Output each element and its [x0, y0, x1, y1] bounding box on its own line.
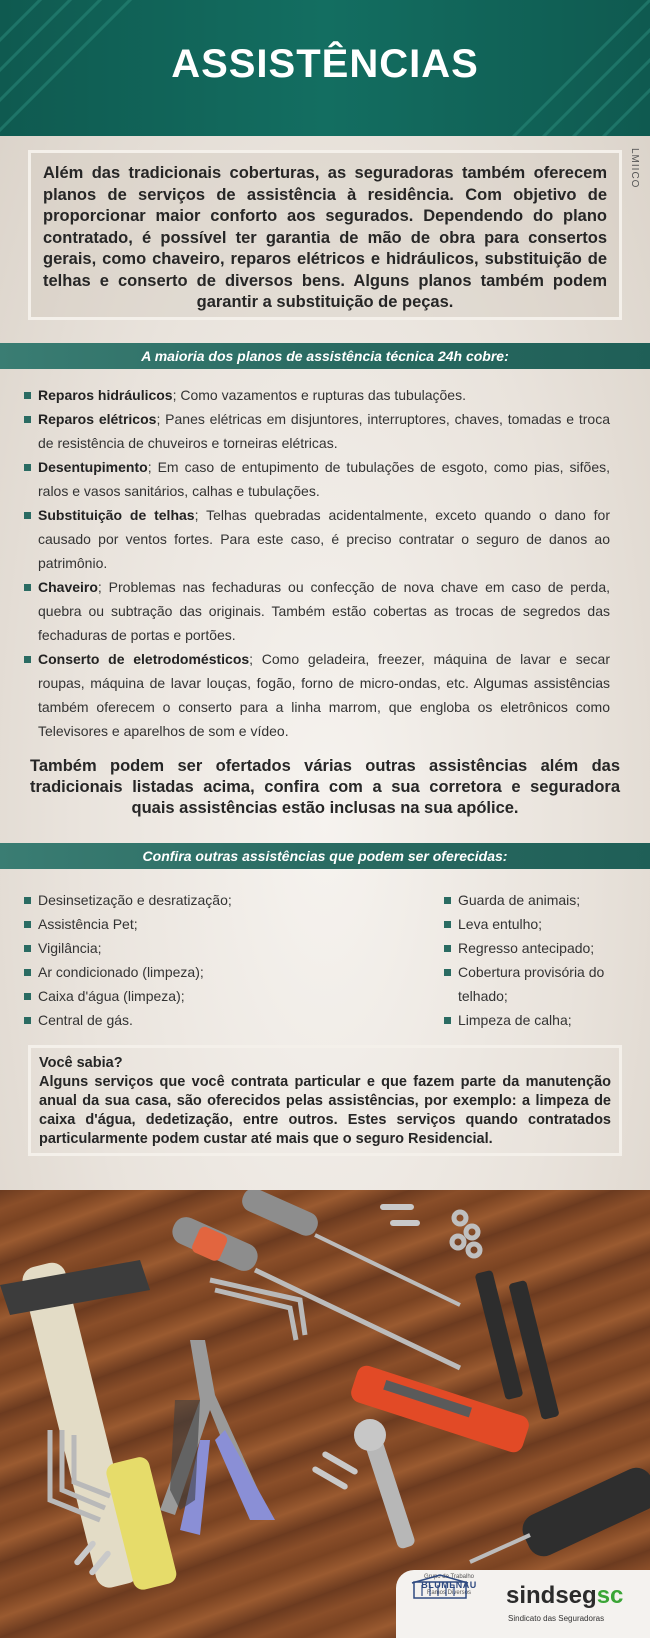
bullet-icon: [24, 464, 31, 471]
item-term: Chaveiro: [38, 579, 98, 595]
blumenau-sub: Ramos Diversos: [426, 1590, 471, 1596]
bullet-icon: [444, 945, 451, 952]
logos-panel: [396, 1570, 650, 1638]
list-item: [444, 888, 624, 912]
list-item: [24, 960, 404, 984]
blumenau-name: BLUMENAU: [421, 1580, 477, 1590]
bullet-icon: [444, 921, 451, 928]
item-term: Reparos elétricos: [38, 411, 157, 427]
item-text: Leva entulho;: [458, 916, 543, 932]
list-item: [24, 503, 610, 575]
item-term: Reparos hidráulicos: [38, 387, 173, 403]
item-text: Regresso antecipado;: [458, 940, 595, 956]
list-item: [24, 383, 610, 407]
side-code: LMIICO: [629, 148, 640, 189]
others-list-left: [24, 888, 404, 1032]
list-item: [444, 912, 624, 936]
list-item: [24, 575, 610, 647]
intro-box: [28, 150, 622, 320]
bullet-icon: [24, 512, 31, 519]
item-text: Guarda de animais;: [458, 892, 581, 908]
pliers-icon: [160, 1340, 275, 1535]
bullet-icon: [24, 1017, 31, 1024]
item-text: Vigilância;: [38, 940, 102, 956]
others-list-right: [444, 888, 624, 1032]
bullet-icon: [24, 897, 31, 904]
did-you-know-box: [28, 1045, 622, 1156]
item-desc: ; Em caso de entupimento de tubulações de esgoto, como pias, sifões, ralos e vasos sanitários, calhas e tubulações.: [38, 459, 610, 499]
item-text: Limpeza de calha;: [458, 1012, 572, 1028]
item-text: Ar condicionado (limpeza);: [38, 964, 204, 980]
sindseg-logo: [506, 1582, 623, 1610]
washers-icon: [452, 1212, 480, 1256]
blumenau-logo: [410, 1574, 488, 1596]
item-text: Central de gás.: [38, 1012, 133, 1028]
item-desc: ; Panes elétricas em disjuntores, interruptores, chaves, tomadas e troca de resistência de chuveiros e torneiras elétricas.: [38, 411, 610, 451]
sindseg-sub: Sindicato das Seguradoras: [508, 1614, 605, 1623]
header-banner: [0, 0, 650, 136]
list-item: [444, 1008, 624, 1032]
page-title: ASSISTÊNCIAS: [171, 42, 479, 86]
sindseg-sc: sc: [596, 1582, 624, 1609]
bullet-icon: [444, 897, 451, 904]
list-item: [24, 888, 404, 912]
item-term: Desentupimento: [38, 459, 148, 475]
list-item: [24, 647, 610, 743]
list-item: [444, 960, 624, 1008]
item-desc: ; Como geladeira, freezer, máquina de lavar e secar roupas, máquina de lavar louças, fogão, forno de micro-ondas, etc. Algumas assistências também oferecem o conserto para a linha marrom, que engloba os eletrônicos como Televisores e aparelhos de som e vídeo.: [38, 651, 610, 739]
did-you-know-title: Você sabia?: [39, 1055, 123, 1071]
item-text: Cobertura provisória do telhado;: [458, 964, 605, 1004]
bullet-icon: [24, 921, 31, 928]
bullet-icon: [24, 945, 31, 952]
blumenau-top: Grupo de Trabalho: [423, 1574, 475, 1580]
list-item: [24, 984, 404, 1008]
wrench-icon: [354, 1419, 416, 1550]
bullet-icon: [24, 584, 31, 591]
list-item: [24, 407, 610, 455]
coverage-list: [24, 383, 610, 743]
hammer-icon: [0, 1260, 178, 1592]
drill-icon: [470, 1462, 650, 1562]
item-desc: ; Problemas nas fechaduras ou confecção de nova chave em caso de perda, quebra ou subtração das originais. Também estão cobertas as trocas de segredos das fechaduras de portas e portões.: [38, 579, 610, 643]
intro-text: Além das tradicionais coberturas, as seguradoras também oferecem planos de serviços de assistência à residência. Com objetivo de proporcionar maior conforto aos segurados. Dependendo do plano contratado, é possível ter garantia de mão de obra para consertos gerais, como chaveiro, reparos elétricos e hidráulicos, substituição de telhas e conserto de diversos bens. Alguns planos também podem garantir a substituição de peças.: [43, 164, 607, 311]
bullet-icon: [444, 1017, 451, 1024]
did-you-know-text: Alguns serviços que você contrata particular e que fazem parte da manutenção anual da sua casa, são oferecidos pelas assistências, por exemplo: a limpeza de caixa d'água, dedetização, entre outros. Estes serviços quando contratados particularmente podem custar até mais que o seguro Residencial.: [39, 1074, 611, 1147]
drill-bits-icon: [475, 1270, 560, 1420]
list-item: [24, 455, 610, 503]
item-text: Assistência Pet;: [38, 916, 138, 932]
item-text: Caixa d'água (limpeza);: [38, 988, 185, 1004]
bullet-icon: [444, 969, 451, 976]
list-item: [444, 936, 624, 960]
item-desc: ; Telhas quebradas acidentalmente, exceto quando o dano for causado por ventos fortes. Para este caso, é preciso contratar o seguro de danos ao patrimônio.: [38, 507, 610, 571]
section-band-coverage: A maioria dos planos de assistência técnica 24h cobre:: [0, 343, 650, 369]
item-term: Conserto de eletrodomésticos: [38, 651, 250, 667]
list-item: [24, 936, 404, 960]
bullet-icon: [24, 392, 31, 399]
list-item: [24, 1008, 404, 1032]
sindseg-main: sindseg: [506, 1582, 597, 1609]
item-text: Desinsetização e desratização;: [38, 892, 232, 908]
item-term: Substituição de telhas: [38, 507, 195, 523]
section-band-others: Confira outras assistências que podem ser oferecidas:: [0, 843, 650, 869]
list-item: [24, 912, 404, 936]
bullet-icon: [24, 993, 31, 1000]
item-desc: ; Como vazamentos e rupturas das tubulações.: [172, 387, 466, 403]
tools-photo: [0, 1190, 650, 1638]
bullet-icon: [24, 656, 31, 663]
also-offered-text: Também podem ser ofertados várias outras assistências além das tradicionais listadas acima, confira com a sua corretora e seguradora quais assistências estão inclusas na sua apólice.: [30, 757, 620, 817]
bullet-icon: [24, 969, 31, 976]
bullet-icon: [24, 416, 31, 423]
building-icon: [410, 1574, 470, 1600]
